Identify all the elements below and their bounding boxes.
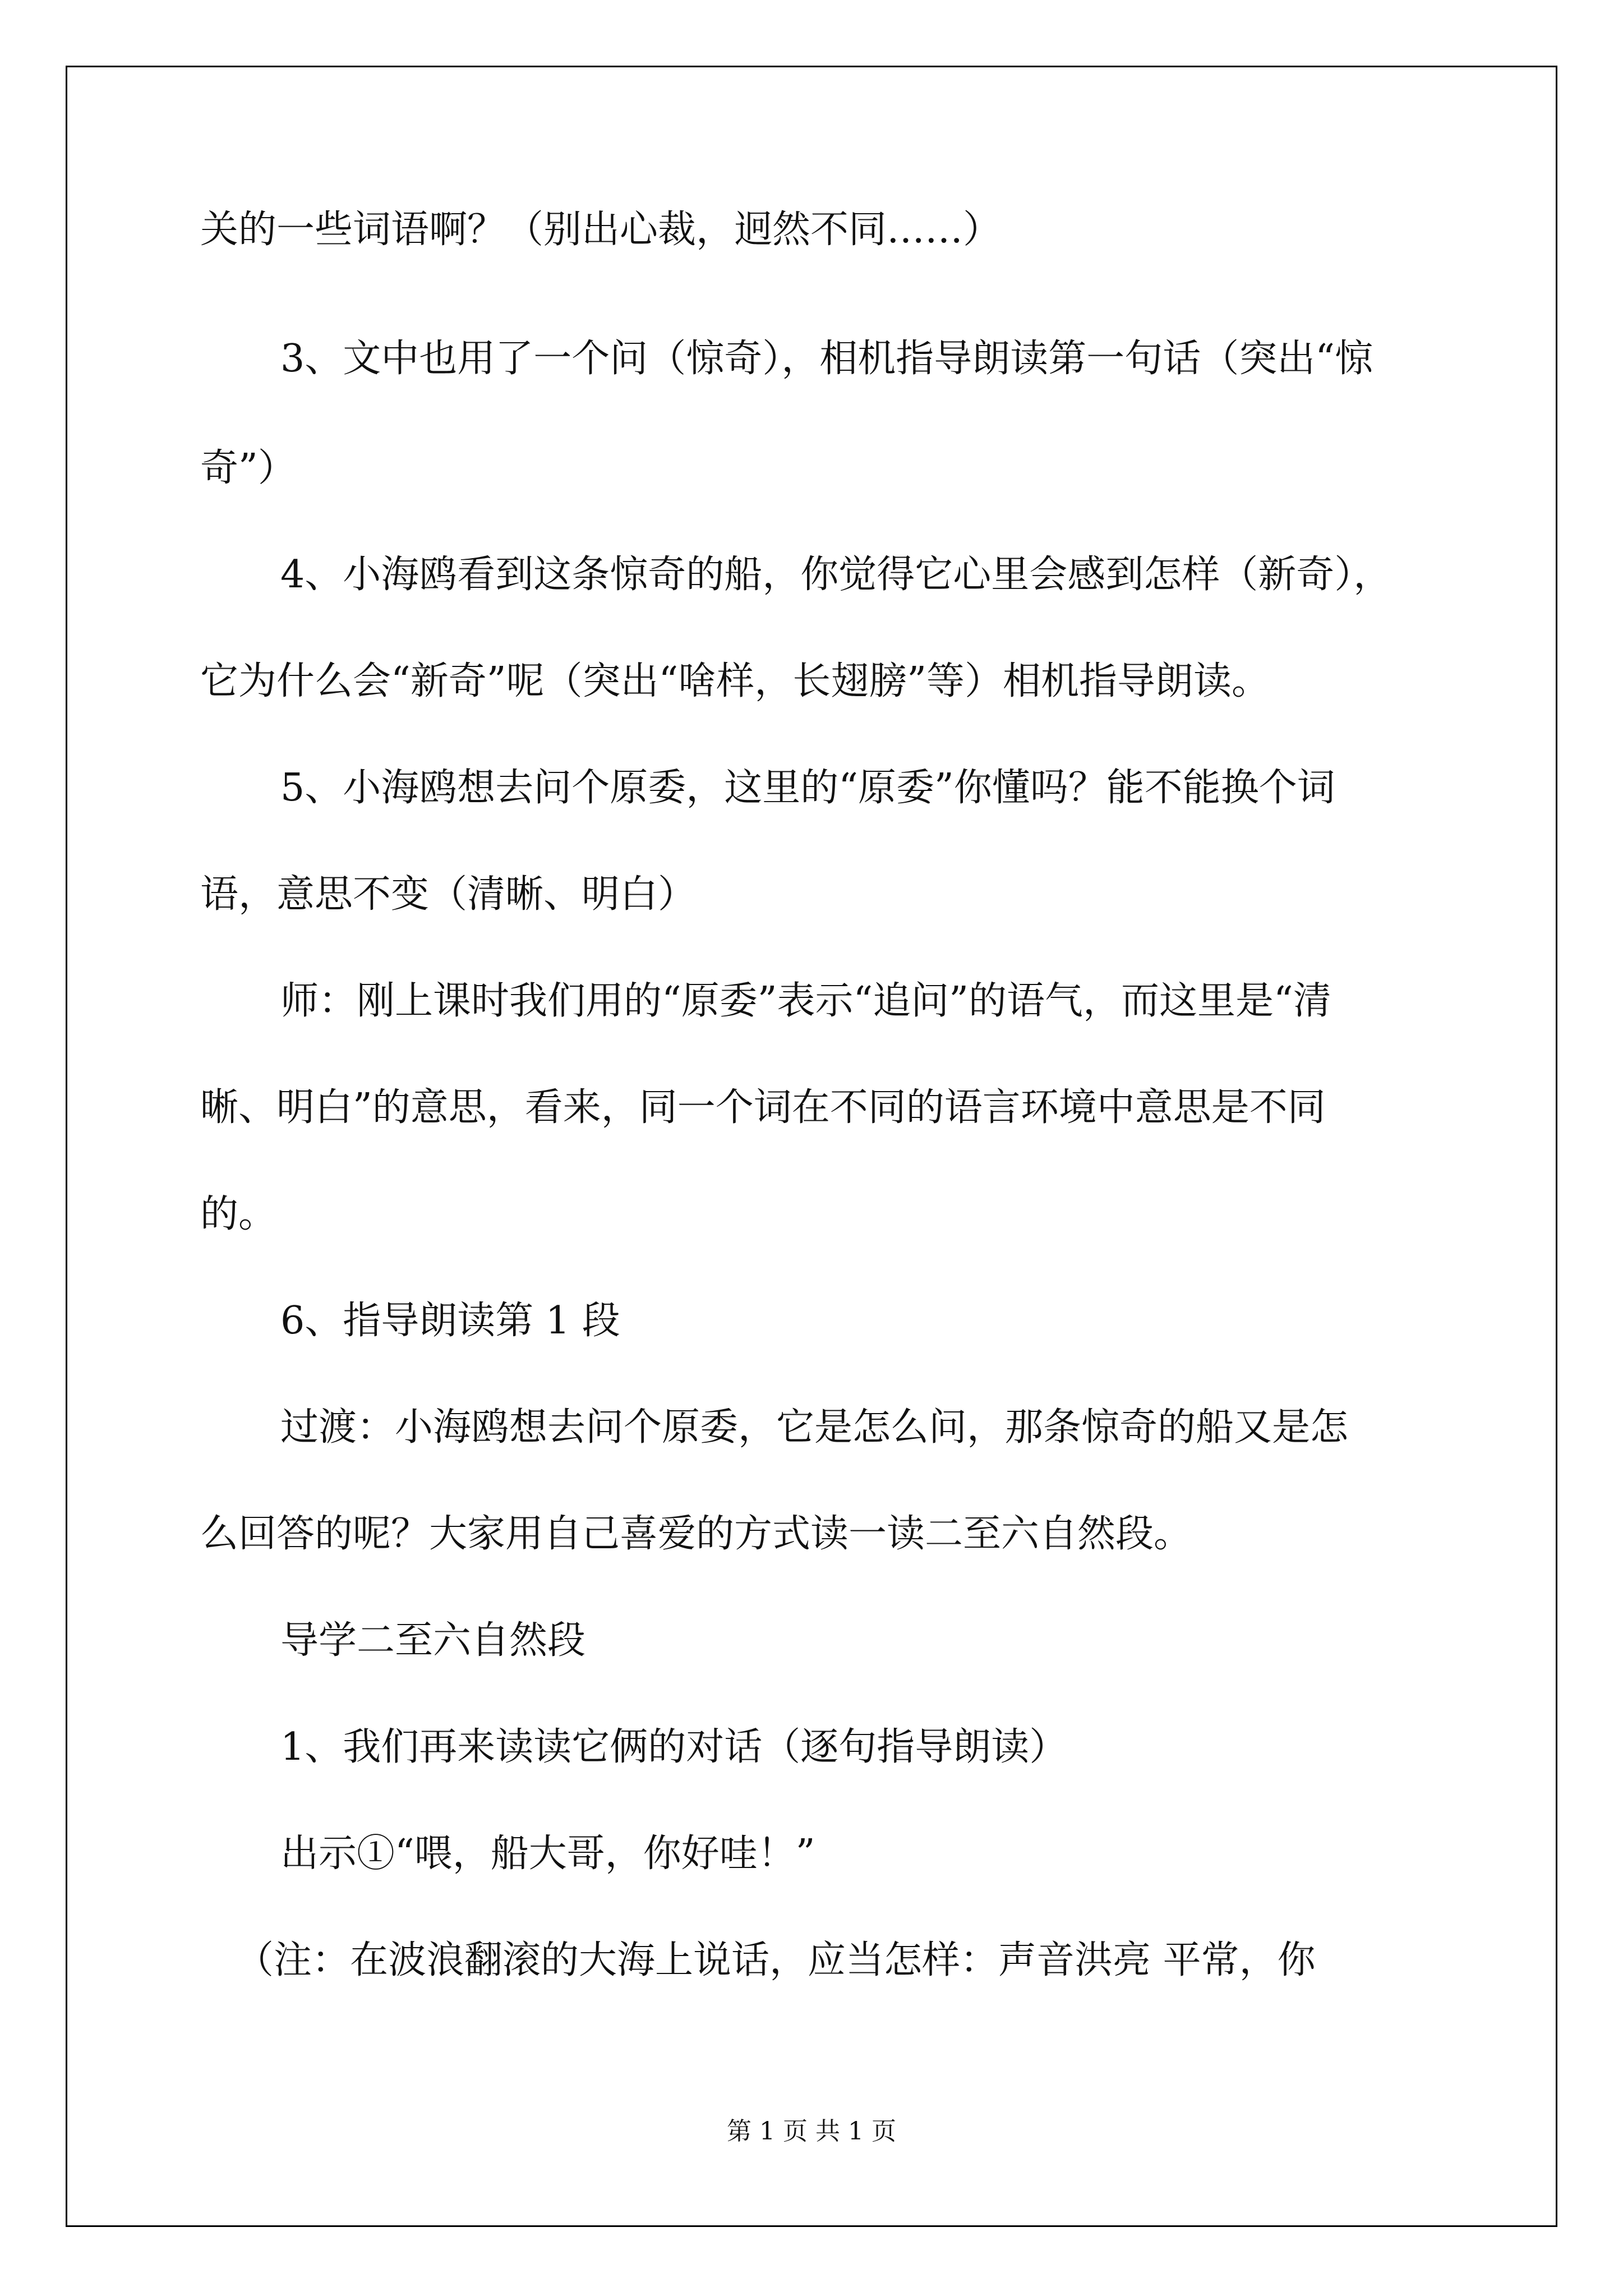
text-line: 它为什么会“新奇”呢（突出“啥样，长翅膀”等）相机指导朗读。: [200, 659, 1270, 703]
text-line: 出示①“喂，船大哥，你好哇！”: [280, 1832, 815, 1876]
text-line: 3、文中也用了一个问（惊奇），相机指导朗读第一句话（突出“惊: [280, 337, 1373, 381]
text-line: 关的一些词语啊？（别出心裁，迥然不同……）: [200, 208, 1002, 252]
text-line: 5、小海鸥想去问个原委，这里的“原委”你懂吗？能不能换个词: [280, 766, 1335, 810]
text-line: 语，意思不变（清晰、明白）: [200, 872, 697, 917]
text-line: 过渡：小海鸥想去问个原委，它是怎么问，那条惊奇的船又是怎: [280, 1405, 1349, 1450]
text-line: 师：刚上课时我们用的“原委”表示“追问”的语气，而这里是“清: [280, 979, 1331, 1023]
text-line: （注：在波浪翻滚的大海上说话，应当怎样：声音洪亮 平常，你: [236, 1938, 1316, 1982]
text-line: 6、指导朗读第 1 段: [280, 1299, 620, 1343]
page-footer: 第 1 页 共 1 页: [727, 2117, 896, 2146]
text-line: 么回答的呢？大家用自己喜爱的方式读一读二至六自然段。: [200, 1512, 1192, 1556]
text-line: 1、我们再来读读它俩的对话（逐句指导朗读）: [280, 1725, 1068, 1769]
text-line: 导学二至六自然段: [280, 1618, 586, 1663]
text-line: 的。: [200, 1192, 277, 1236]
text-line: 奇”）: [200, 446, 296, 490]
text-line: 4、小海鸥看到这条惊奇的船，你觉得它心里会感到怎样（新奇），: [280, 553, 1392, 597]
text-line: 晰、明白”的意思，看来，同一个词在不同的语言环境中意思是不同: [200, 1085, 1326, 1130]
page-border: [66, 66, 1557, 2227]
